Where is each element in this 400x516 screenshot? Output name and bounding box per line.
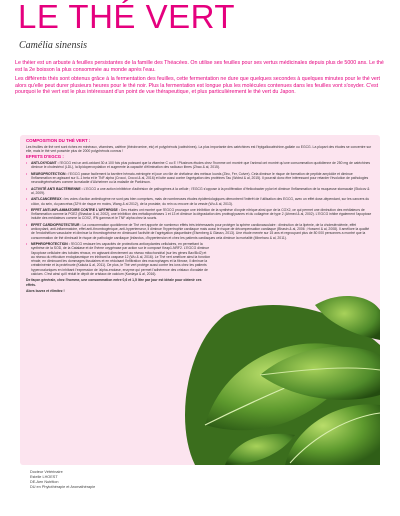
- composition-text: Les feuilles de thé vert sont riches en minéraux, vitamines, caféine (théobromine, etc) et polyphénols (catéchines). La plus importante des catéchines est l'épigallocatéchine-gallate ou EGCG. La plupart des études se concentre sur elle, mais le thé vert possède plus de 2000 polyphénols connus !: [26, 144, 372, 154]
- article-content: [26, 138, 372, 295]
- effect-text: les voies d'action antimitogène ne sont pas bien comprises, mais de nombreuses études épidémiologiques démontrent l'intérêt de l'utilisation des EGCG, avec un effet dose-dépendant, sur les cancers du côlon, du sein, du pancréas (32% de risque en moins, Wang & al 2012), de la prostate, du rein ou encore de la vessie (Wu & al, 2013).: [31, 197, 370, 206]
- intro-paragraph: Le théier est un arbuste à feuilles persistantes de la famille des Théacées. On utilise ses feuilles pour ses vertus médicinales depuis plus de 5000 ans. Le thé est la 2e boisson la plus consommée au monde après l'eau.: [15, 60, 384, 73]
- signature-line: Docteur Vétérinaire: [30, 470, 63, 474]
- composition-heading: COMPOSITION DU THÉ VERT :: [26, 138, 91, 143]
- effect-text: l'EGCG restaure les capacités de protections antioxydantes cellulaires, en permettant la synthèse de la SOD, de la Catalase et de l'hème oxygénase par action sur le composé Keap1-NRF2. L'EGCG diminue l'apoptose cellulaire des tubules rénaux, en agissant directement au niveau mitochondrial (sur les gènes Bax/Bcl2) et au niveau du réticulum endoplasmique en inhibant la caspase 12 (Wu & al, 2016). Le Thé vert améliore ainsi la fonction rénale, en diminuant les dommages tissulaires et en réduisant l'infiltration des macrophages et la fibrose, il diminue la créatininémie et la protéinurie (Kakuta & al, 2011). De plus, le Thé vert protège aussi contre les ions chez les patients hyperoxaluriques en inhibant l'expression de 'alpha-enolase, enzyme qui permet l'adhérence des cristaux d'oxalate de calcium. C'est ainsi qu'il réduit le dépôt de cristaux de calcium (Kanlaya & al, 2016).: [31, 241, 211, 277]
- page-subtitle: Camélia sinensis: [19, 40, 88, 51]
- effect-label: ACTIVITÉ ANTI BACTÉRIENNE :: [31, 186, 83, 191]
- conclusion-text: De façon générale, chez l'homme, une consommation entre 0,6 et 1,5 litre par jour est idéale pour obtenir ces effets.: [26, 278, 202, 287]
- tea-leaves-image: [165, 285, 380, 465]
- bullet-icon: •: [26, 241, 28, 246]
- effect-text: l'EGCG est un anti-oxidant 30 à 100 fois plus puissant que la vitamine C ou E ! Plusieurs études chez l'homme ont montré que l'animal ont montré qu'une consommation quotidienne de 250 mg de catéchines diminue le cholestérol (LDL), la lipidoperoxydation et augmente la capacité d'élimination des radicaux libres (Zhao & al, 2015).: [31, 161, 371, 170]
- signature-line: DU en Phytothérapie et Aromathérapie: [30, 485, 96, 489]
- effect-label: ANTI-OXYDANT :: [31, 161, 59, 166]
- signature-line: DE-Aen Nutrition: [30, 480, 59, 484]
- bullet-icon: •: [26, 222, 28, 227]
- author-signature: [30, 470, 95, 490]
- signature-line: Estelle LHOEST: [30, 475, 58, 479]
- effect-text: L'EGCG a une action inhibitrice d'adhésion de pathogènes à la cellule ; l'EGCG s'oppose à la prolifération d'Helicobacter pylori et diminue l'inflammation de la muqueuse stomacale (Stoicov & al, 2009).: [31, 186, 370, 195]
- bullet-icon: •: [26, 171, 28, 176]
- effect-label: EFFET CARDIOPROTECTEUR :: [31, 222, 82, 227]
- bullet-icon: •: [26, 197, 28, 202]
- effect-label: EFFET ANTI-INFLAMMATOIRE CONTRE L'ARTHROSE :: [31, 207, 120, 212]
- effect-item: [26, 161, 372, 170]
- effect-label: ANTI-CANCEREUX :: [31, 197, 64, 202]
- effects-heading: EFFETS D'EGCG :: [26, 154, 64, 160]
- effect-item: [26, 172, 372, 185]
- effect-item: [26, 197, 372, 206]
- bullet-icon: •: [26, 186, 28, 191]
- intro-paragraph: Les différents thés sont obtenus grâce à la fermentation des feuilles, cette fermentation ne dure que quelques secondes à quelques minutes pour le thé vert alors qu'elle peut durer plusieurs heures pour le thé noir. Plus la fermentation est longue plus les molécules contenues dans les feuilles vont s'oxyder. C'est pourquoi le thé vert est le plus intéressant d'un point de vue thérapeutique, et plus particulièrement le thé vert du Japon.: [15, 76, 381, 96]
- effect-item: [26, 208, 372, 221]
- effect-label: NEPHROPROTECTION :: [31, 241, 70, 246]
- effect-item: [26, 242, 211, 276]
- page-title: LE THÉ VERT: [18, 0, 236, 35]
- effect-item: [26, 187, 372, 196]
- bullet-icon: •: [26, 207, 28, 212]
- effect-text: l'EGCG passe facilement la barrière hémato-méningée et joue un rôle de chélateur des métaux lourds (Zinc, Fer, Cuivre). Cela diminue le risque de formation de peptide amyloïde et diminue l'inflammation en agissant sur IL-1 beta et le TNF alpha (Crocoi, Crocoi & al, 2016) et lutte aussi contre l'agrégation des protéines Tau (Wobst & al, 2015). Il pourrait donc être intéressant pour retarder l'évolution de pathologies neurodégénératives comme la maladie d'Alzheimer ou la maladie de Parkinson.: [31, 171, 369, 185]
- effect-item: [26, 223, 372, 240]
- effect-text: La consommation quotidienne de Thé vert apporte de nombreux effets très intéressants pour protéger la sphère cardiovasculaire : diminution de la lipémie, de la cholestérolémie, effet antioxydant, anti-inflammatoire, effet anti-thrombogénique, anti-hypertenseur, il diminue l'hypertrophie cardiaque mais aussi le risque de décompensation cardiaque (Bhasin & al, 2006 ; Hosseni & al, 2008). Il améliore la qualité de l'endothélium vasculaire et diminue la thrombogénèse en diminuant l'activité de l'agrégation plaquettaire (Eisenberg & Glassn, 2013). Une étude menée sur 15 ans et regroupant plus de 80 000 personnes a montré que la consommation de thé diminuait le risque de pathologie cardiaque (infarctus, d'hypertension et chez les patients cardiaques cela diminue la mortalité (Mineharu & al, 2011).: [31, 222, 370, 240]
- effect-text: Des études ont montré que l'EGCG provoque une inhibition de la synthèse d'oxyde nitrique ainsi que de la COX2, ce qui permet une diminution des médiateurs de l'inflammation comme la PGE2 (Bhaskar & al, 2002), une inhibition des métalloprotéases 1 et 13 et diminue la dégradation des protéoglycanes et du collagène de type 2 (Ahmed & al, 2002). L'EGCG inhibe également l'apoptose induite des médiateurs comme la COX2, IFN gamma et le TNF alpha chez la souris.: [31, 207, 372, 221]
- effect-label: NEUROPROTECTION :: [31, 171, 68, 176]
- intro-section: [15, 60, 387, 99]
- conclusion-closing: Alors buvez et élimitez !: [26, 288, 65, 293]
- bullet-icon: •: [26, 161, 28, 166]
